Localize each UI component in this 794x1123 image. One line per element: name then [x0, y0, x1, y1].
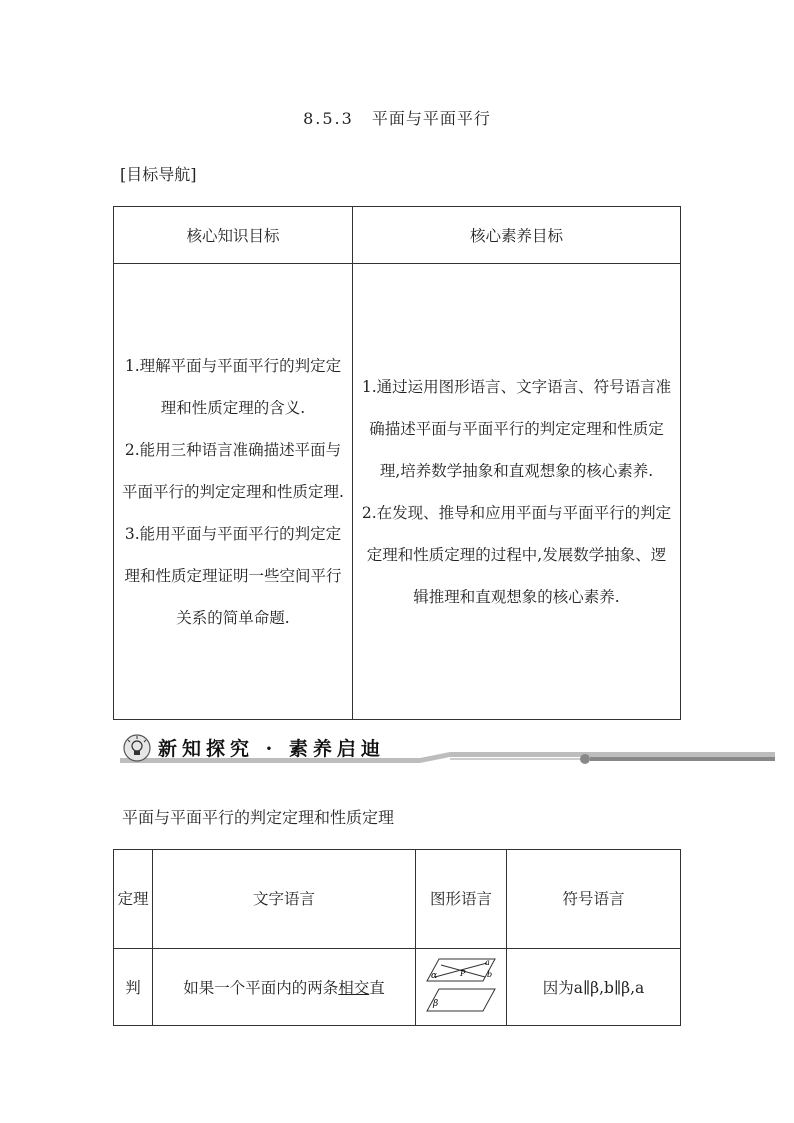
figure-language-cell — [416, 949, 507, 1026]
section-heading: 平面与平面平行的判定定理和性质定理 — [122, 808, 395, 827]
knowledge-goal-item: 3.能用平面与平面平行的判定定理和性质定理证明一些空间平行关系的简单命题. — [124, 524, 342, 627]
header-text-language: 文字语言 — [153, 850, 416, 949]
svg-text:α: α — [431, 971, 438, 981]
literacy-goal-item: 1.通过运用图形语言、文字语言、符号语言准确描述平面与平面平行的判定定理和性质定理,培养数学抽象和直观想象的核心素养. — [361, 377, 672, 480]
svg-text:β: β — [433, 999, 439, 1009]
section-number: 8.5.3 — [303, 109, 354, 128]
section-title: 平面与平面平行 — [371, 109, 491, 128]
literacy-goal-header: 核心素养目标 — [353, 207, 681, 264]
symbol-language-cell: 因为a∥β,b∥β,a — [507, 949, 681, 1026]
parallel-planes-figure — [425, 955, 497, 1015]
knowledge-goal-cell — [114, 264, 353, 720]
underlined-keyword: 相交 — [338, 979, 370, 997]
knowledge-goal-item: 1.理解平面与平面平行的判定定理和性质定理的含义. — [124, 356, 342, 417]
banner-dot-icon — [580, 754, 590, 764]
goal-navigation-label: [目标导航] — [120, 165, 197, 184]
header-theorem: 定理 — [114, 850, 153, 949]
theorem-name-cell: 判 — [114, 949, 153, 1026]
knowledge-goal-header: 核心知识目标 — [114, 207, 353, 264]
knowledge-goal-item: 2.能用三种语言准确描述平面与平面平行的判定定理和性质定理. — [122, 440, 344, 501]
svg-text:P: P — [460, 969, 466, 978]
text-language-cell: 如果一个平面内的两条相交直 — [153, 949, 416, 1026]
banner-title: 新知探究 · 素养启迪 — [158, 738, 385, 760]
goals-table — [113, 206, 681, 720]
literacy-goal-cell — [353, 264, 681, 720]
svg-text:a: a — [485, 958, 490, 967]
svg-text:b: b — [487, 970, 493, 979]
header-figure-language: 图形语言 — [416, 850, 507, 949]
literacy-goal-item: 2.在发现、推导和应用平面与平面平行的判定定理和性质定理的过程中,发展数学抽象、逻辑推理和直观想象的核心素养. — [361, 503, 672, 606]
lightbulb-icon — [124, 735, 150, 761]
page-title — [0, 106, 794, 129]
header-symbol-language: 符号语言 — [507, 850, 681, 949]
theorem-table — [113, 849, 681, 1026]
